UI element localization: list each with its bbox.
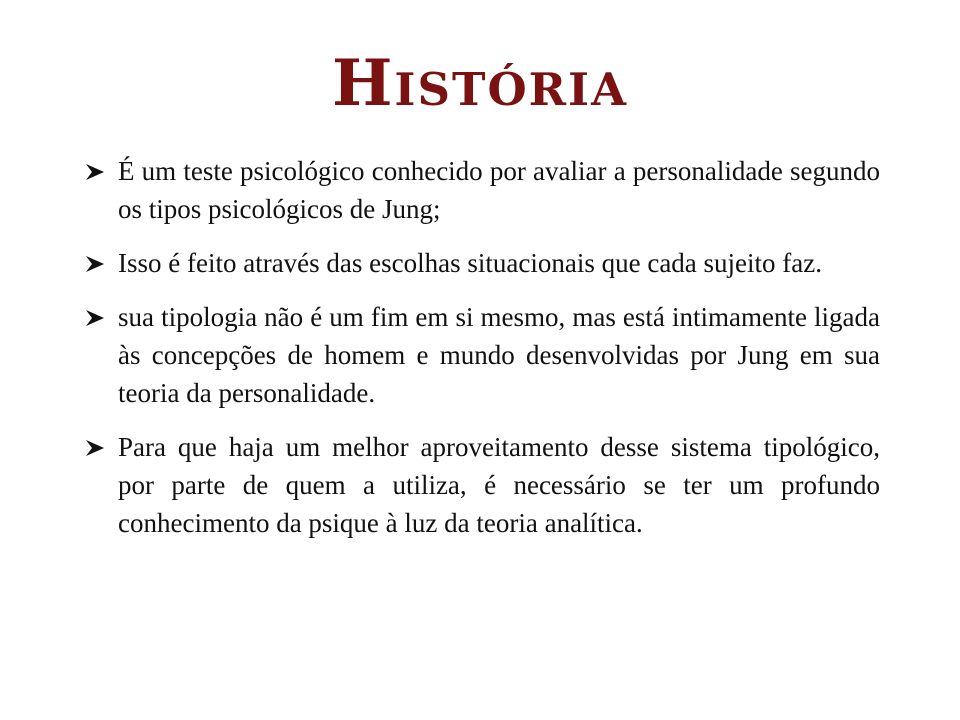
slide-title: História [331, 46, 629, 121]
bullet-item-2 [86, 244, 880, 282]
arrowhead-bullet-icon [86, 310, 104, 326]
bullet-item-1 [86, 152, 880, 228]
bullet-text: É um teste psicológico conhecido por avaliar a personalidade segundo os tipos psicológicos de Jung; [118, 156, 880, 224]
bullet-item-3 [86, 298, 880, 412]
bullet-list [86, 152, 880, 558]
bullet-text: Isso é feito através das escolhas situacionais que cada sujeito faz. [118, 248, 822, 278]
arrowhead-bullet-icon [86, 256, 104, 272]
bullet-item-4 [86, 428, 880, 542]
arrowhead-bullet-icon [86, 164, 104, 180]
bullet-text: Para que haja um melhor aproveitamento desse sistema tipológico, por parte de quem a utiliza, é necessário se ter um profundo conhecimento da psique à luz da teoria analítica. [118, 432, 880, 538]
bullet-text: sua tipologia não é um fim em si mesmo, mas está intimamente ligada às concepções de homem e mundo desenvolvidas por Jung em sua teoria da personalidade. [118, 302, 880, 408]
arrowhead-bullet-icon [86, 440, 104, 456]
